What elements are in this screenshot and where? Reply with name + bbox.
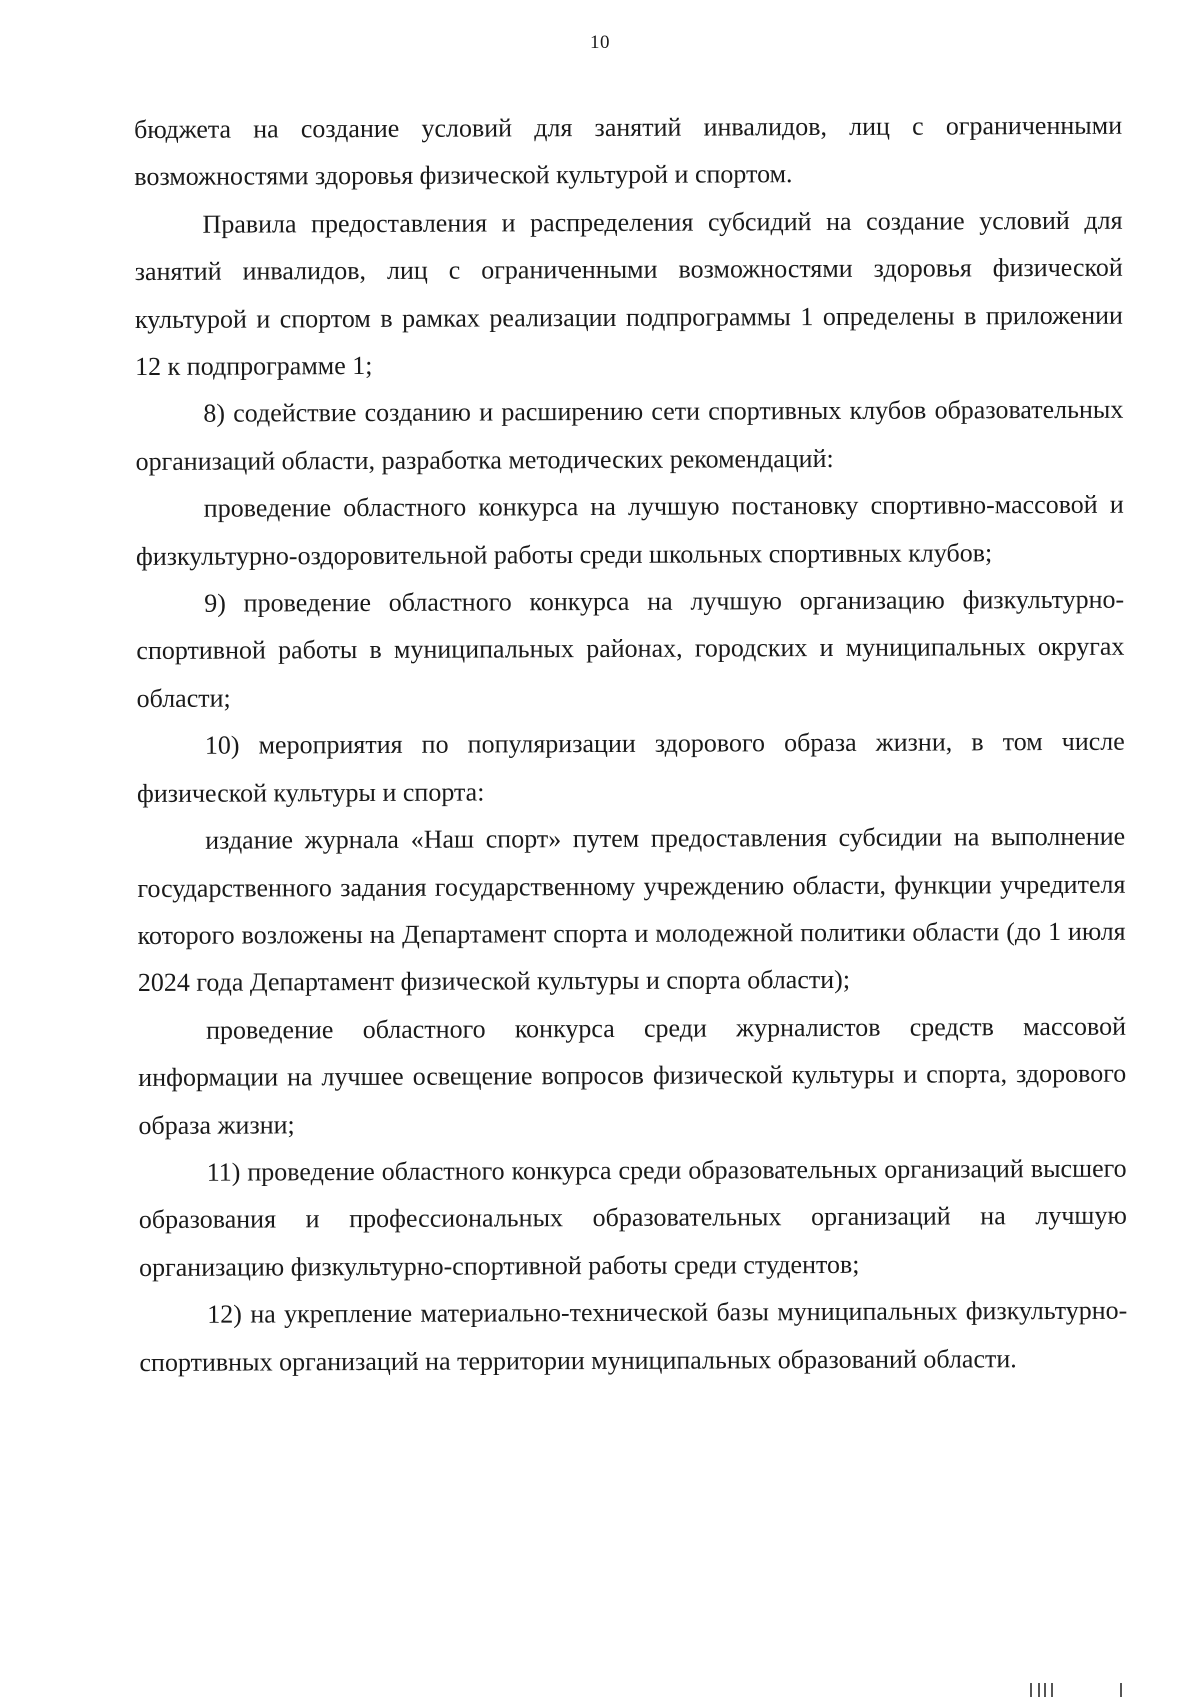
document-body: [134, 102, 1128, 1386]
paragraph-8: проведение областного конкурса среди журналистов средств массовой информации на лучшее освещение вопросов физической культуры и спорта, здорового образа жизни;: [138, 1011, 1127, 1140]
paragraph-5: 9) проведение областного конкурса на лучшую организацию физкультурно-спортивной работы в муниципальных районах, городских и муниципальных округах области;: [136, 584, 1125, 713]
paragraph-3: 8) содействие созданию и расширению сети спортивных клубов образовательных организаций области, разработка методических рекомендаций:: [135, 395, 1124, 476]
paragraph-7: издание журнала «Наш спорт» путем предоставления субсидии на выполнение государственного задания государственному учреждению области, функции учредителя которого возложены на Департамент спорта и молодежной политики области (до 1 июля 2024 года Департамент физической культуры и спорта области);: [137, 821, 1126, 998]
paragraph-2: Правила предоставления и распределения субсидий на создание условий для занятий инвалидов, лиц с ограниченными возможностями здоровья физической культурой и спортом в рамках реализации подпрограммы 1 определены в приложении 12 к подпрограмме 1;: [134, 205, 1123, 382]
paragraph-4: проведение областного конкурса на лучшую постановку спортивно-массовой и физкультурно-оздоровительной работы среди школьных спортивных клубов;: [135, 489, 1124, 571]
paragraph-10: 12) на укрепление материально-технической базы муниципальных физкультурно-спортивных организаций на территории муниципальных образований области.: [139, 1295, 1128, 1377]
page-number: 10: [590, 32, 610, 53]
scan-edge-marks: [1020, 1679, 1180, 1697]
paragraph-9: 11) проведение областного конкурса среди образовательных организаций высшего образования и профессиональных образовательных организаций на лучшую организацию физкультурно-спортивной работы среди студентов;: [138, 1153, 1127, 1282]
paragraph-6: 10) мероприятия по популяризации здорового образа жизни, в том числе физической культуры и спорта:: [136, 726, 1125, 808]
paragraph-1: бюджета на создание условий для занятий инвалидов, лиц с ограниченными возможностями здоровья физической культурой и спортом.: [134, 110, 1123, 192]
